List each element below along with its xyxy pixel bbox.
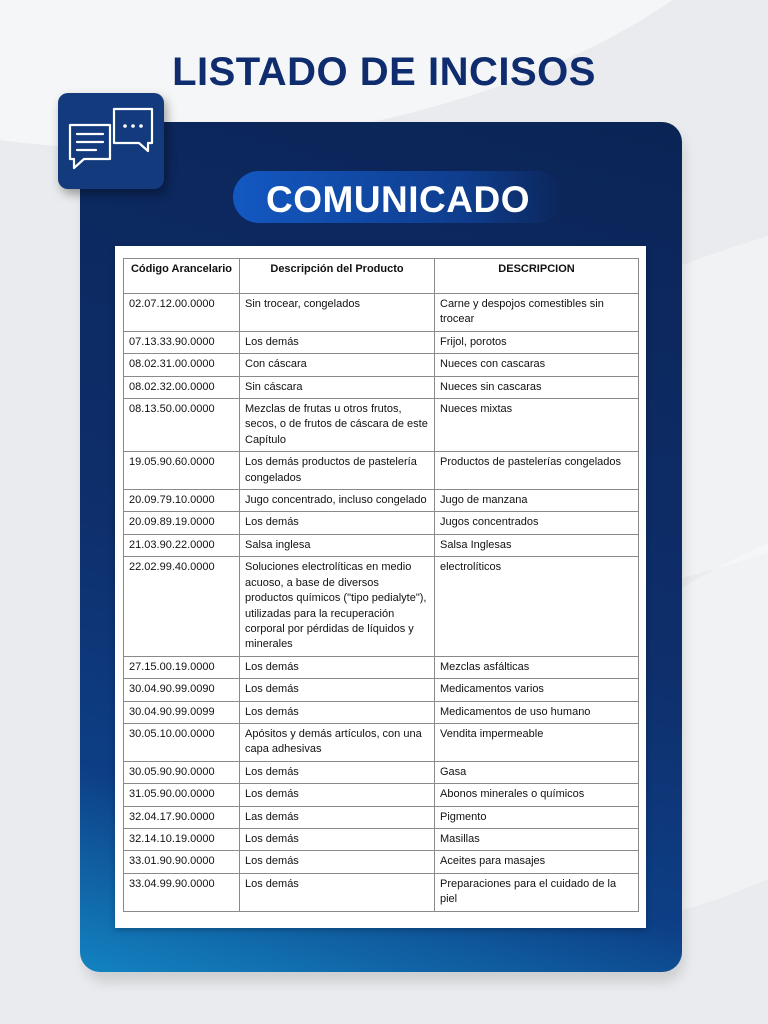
cell-product: Los demás	[240, 331, 435, 353]
table-row	[124, 294, 639, 332]
table-row	[124, 557, 639, 656]
cell-product: Los demás	[240, 679, 435, 701]
cell-description: Pigmento	[435, 806, 639, 828]
cell-code: 27.15.00.19.0000	[124, 656, 240, 678]
cell-product: Sin trocear, congelados	[240, 294, 435, 332]
cell-description: Frijol, porotos	[435, 331, 639, 353]
cell-code: 33.04.99.90.0000	[124, 873, 240, 911]
cell-product: Los demás	[240, 851, 435, 873]
cell-description: Aceites para masajes	[435, 851, 639, 873]
cell-description: Jugos concentrados	[435, 512, 639, 534]
cell-code: 08.02.32.00.0000	[124, 376, 240, 398]
table-row	[124, 452, 639, 490]
cell-product: Con cáscara	[240, 354, 435, 376]
table-row	[124, 656, 639, 678]
cell-code: 21.03.90.22.0000	[124, 534, 240, 556]
cell-code: 32.04.17.90.0000	[124, 806, 240, 828]
cell-code: 20.09.79.10.0000	[124, 490, 240, 512]
cell-product: Sin cáscara	[240, 376, 435, 398]
cell-description: Abonos minerales o químicos	[435, 784, 639, 806]
cell-code: 22.02.99.40.0000	[124, 557, 240, 656]
cell-code: 02.07.12.00.0000	[124, 294, 240, 332]
table-row	[124, 331, 639, 353]
table-row	[124, 512, 639, 534]
cell-product: Salsa inglesa	[240, 534, 435, 556]
cell-code: 30.04.90.99.0090	[124, 679, 240, 701]
cell-code: 32.14.10.19.0000	[124, 828, 240, 850]
cell-product: Los demás	[240, 761, 435, 783]
table-row	[124, 701, 639, 723]
cell-description: Carne y despojos comestibles sin trocear	[435, 294, 639, 332]
cell-description: Medicamentos varios	[435, 679, 639, 701]
table-row	[124, 399, 639, 452]
table-row	[124, 723, 639, 761]
cell-code: 08.02.31.00.0000	[124, 354, 240, 376]
tariff-table	[123, 258, 639, 912]
table-header-row	[124, 259, 639, 294]
cell-description: Masillas	[435, 828, 639, 850]
document-sheet	[115, 246, 646, 928]
cell-product: Soluciones electrolíticas en medio acuoso, a base de diversos productos químicos ("tipo pedialyte"), utilizadas para la recuperación corporal por pérdidas de líquidos y minerales	[240, 557, 435, 656]
cell-code: 30.05.10.00.0000	[124, 723, 240, 761]
cell-product: Los demás	[240, 512, 435, 534]
table-row	[124, 828, 639, 850]
cell-description: Mezclas asfálticas	[435, 656, 639, 678]
table-row	[124, 490, 639, 512]
column-header-product: Descripción del Producto	[240, 259, 435, 294]
cell-product: Jugo concentrado, incluso congelado	[240, 490, 435, 512]
chat-document-icon	[58, 93, 164, 189]
cell-product: Las demás	[240, 806, 435, 828]
cell-description: Gasa	[435, 761, 639, 783]
cell-description: Productos de pastelerías congelados	[435, 452, 639, 490]
badge-label: COMUNICADO	[266, 179, 530, 220]
cell-code: 19.05.90.60.0000	[124, 452, 240, 490]
cell-code: 31.05.90.00.0000	[124, 784, 240, 806]
column-header-description: DESCRIPCION	[435, 259, 639, 294]
table-row	[124, 679, 639, 701]
cell-code: 33.01.90.90.0000	[124, 851, 240, 873]
cell-product: Los demás productos de pastelería congelados	[240, 452, 435, 490]
cell-description: Jugo de manzana	[435, 490, 639, 512]
cell-description: Preparaciones para el cuidado de la piel	[435, 873, 639, 911]
cell-description: Medicamentos de uso humano	[435, 701, 639, 723]
cell-code: 30.04.90.99.0099	[124, 701, 240, 723]
cell-product: Los demás	[240, 656, 435, 678]
cell-product: Los demás	[240, 784, 435, 806]
cell-description: electrolíticos	[435, 557, 639, 656]
cell-code: 07.13.33.90.0000	[124, 331, 240, 353]
cell-product: Apósitos y demás artículos, con una capa adhesivas	[240, 723, 435, 761]
table-row	[124, 806, 639, 828]
table-row	[124, 534, 639, 556]
cell-product: Los demás	[240, 873, 435, 911]
table-row	[124, 376, 639, 398]
cell-product: Mezclas de frutas u otros frutos, secos, o de frutos de cáscara de este Capítulo	[240, 399, 435, 452]
cell-description: Salsa Inglesas	[435, 534, 639, 556]
cell-description: Nueces con cascaras	[435, 354, 639, 376]
badge-pill	[233, 171, 563, 223]
table-row	[124, 761, 639, 783]
cell-product: Los demás	[240, 701, 435, 723]
cell-description: Nueces mixtas	[435, 399, 639, 452]
cell-product: Los demás	[240, 828, 435, 850]
cell-description: Nueces sin cascaras	[435, 376, 639, 398]
column-header-code: Código Arancelario	[124, 259, 240, 294]
cell-code: 20.09.89.19.0000	[124, 512, 240, 534]
cell-code: 30.05.90.90.0000	[124, 761, 240, 783]
table-row	[124, 354, 639, 376]
page-title: LISTADO DE INCISOS	[172, 50, 596, 94]
table-row	[124, 851, 639, 873]
table-row	[124, 784, 639, 806]
cell-description: Vendita impermeable	[435, 723, 639, 761]
cell-code: 08.13.50.00.0000	[124, 399, 240, 452]
table-row	[124, 873, 639, 911]
